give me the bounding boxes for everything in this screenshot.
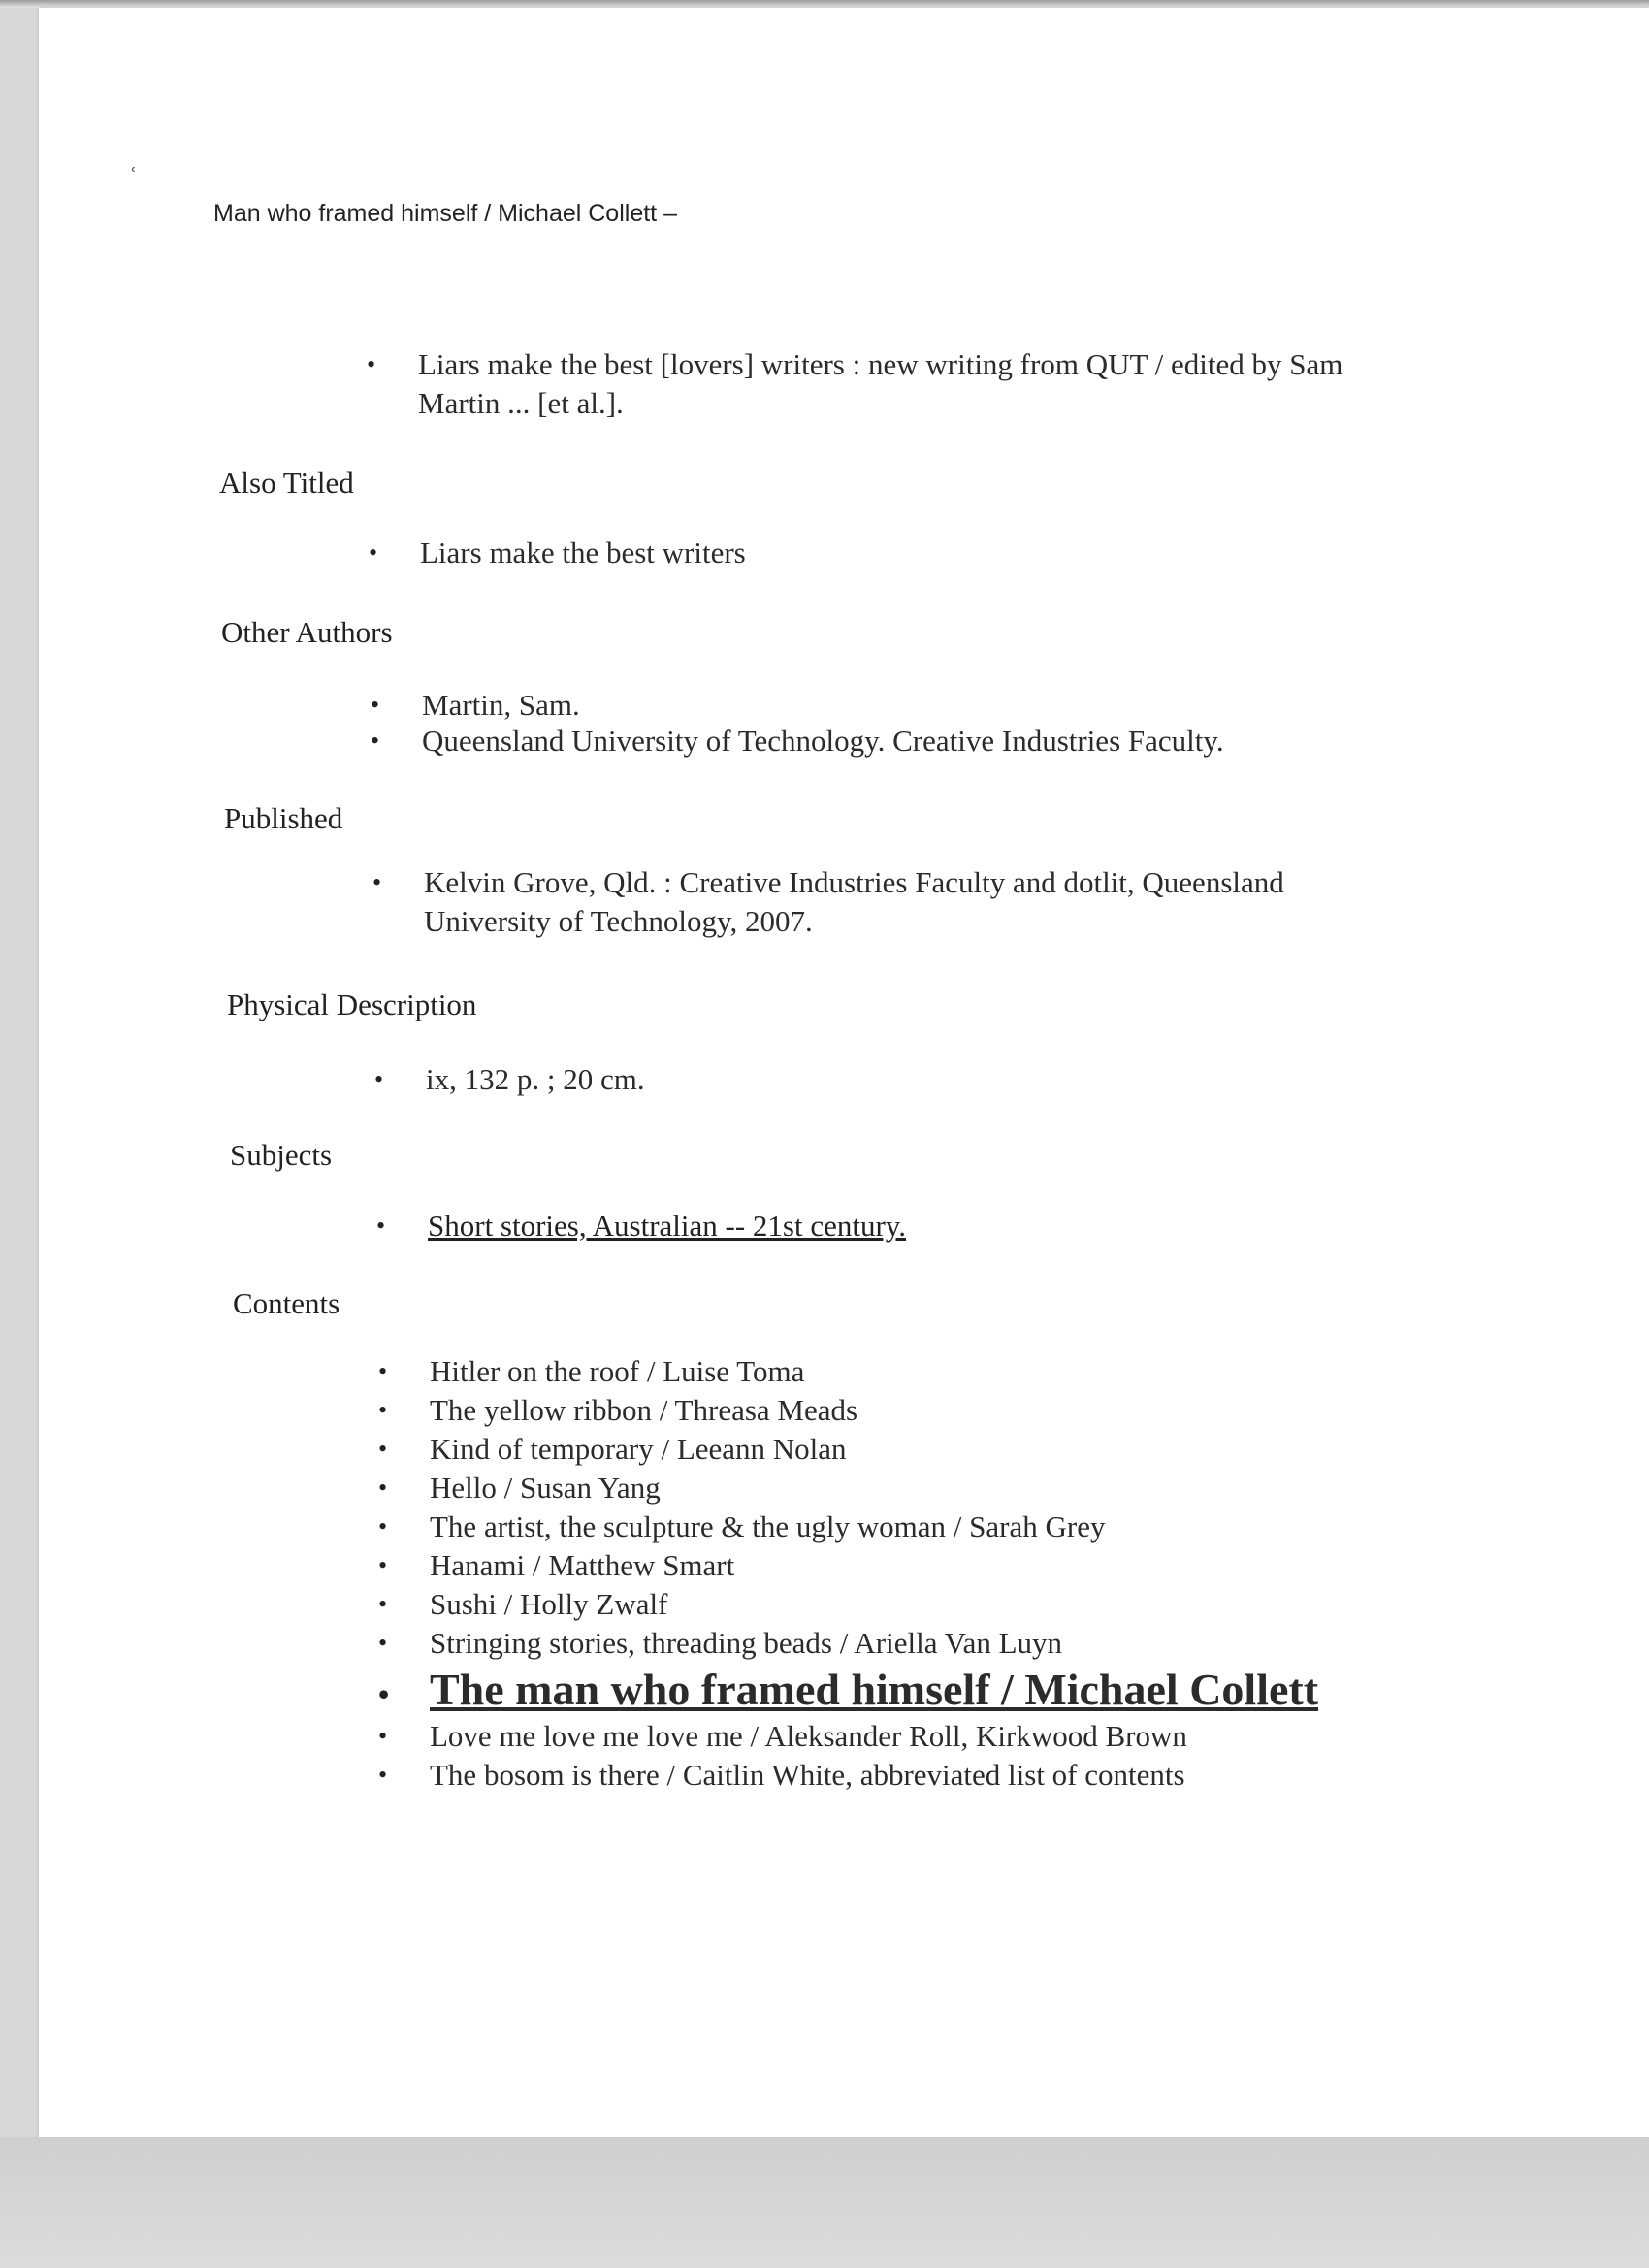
subjects-label: Subjects [230,1138,333,1172]
other-authors-list [371,687,1438,759]
page-header: Man who framed himself / Michael Collett – [213,200,677,227]
contents-item: • The artist, the sculpture & the ugly woman / Sarah Grey [378,1507,1484,1546]
scan-top-edge [0,0,1649,8]
subject-link[interactable]: Short stories, Australian -- 21st century. [428,1209,907,1243]
physical-description-label: Physical Description [227,988,477,1021]
list-item [376,1207,1346,1246]
title-item: • Liars make the best [lovers] writers : new writing from QUT / edited by Sam Martin ... [et al.]. [367,345,1424,423]
list-item: • Queensland University of Technology. Creative Industries Faculty. [371,723,1438,759]
contents-item: • Kind of temporary / Leeann Nolan [378,1430,1484,1469]
physical-description-list [374,1060,1344,1099]
contents-item: • Stringing stories, threading beads / Ariella Van Luyn [378,1624,1484,1663]
published-list [372,863,1401,941]
list-item: • Kelvin Grove, Qld. : Creative Industries Faculty and dotlit, Queensland University of Technology, 2007. [372,863,1401,941]
contents-item: • Hitler on the roof / Luise Toma [378,1352,1484,1391]
also-titled-label: Also Titled [219,466,354,500]
contents-item: • Love me love me love me / Aleksander Roll, Kirkwood Brown [378,1717,1484,1756]
scan-background [0,2137,1649,2268]
contents-item: • Hanami / Matthew Smart [378,1546,1484,1585]
contents-item: • The bosom is there / Caitlin White, abbreviated list of contents [378,1756,1484,1795]
list-item: • ix, 132 p. ; 20 cm. [374,1060,1344,1099]
contents-list [378,1352,1484,1795]
margin-mark: ʿ [129,163,138,191]
contents-item-highlighted: • The man who framed himself / Michael Collett [378,1663,1484,1717]
list-item: • Liars make the best writers [369,534,1339,572]
title-list [367,345,1424,423]
list-item: • Martin, Sam. [371,687,1438,723]
published-label: Published [224,801,343,835]
contents-item: • The yellow ribbon / Threasa Meads [378,1391,1484,1430]
contents-label: Contents [233,1286,340,1320]
subjects-list [376,1207,1346,1246]
also-titled-list [369,534,1339,572]
contents-item: • Sushi / Holly Zwalf [378,1585,1484,1624]
other-authors-label: Other Authors [221,615,393,649]
contents-item: • Hello / Susan Yang [378,1469,1484,1507]
